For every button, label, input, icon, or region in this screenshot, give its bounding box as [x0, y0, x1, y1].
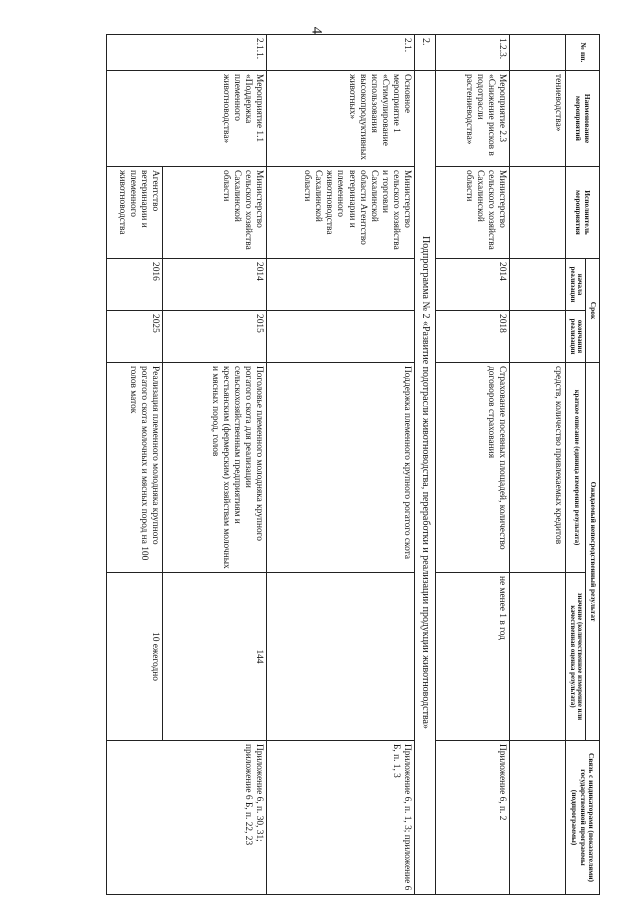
cell-name: Мероприятие 2.3 «Снижение рисков в подотрасли растениеводства» — [435, 71, 509, 167]
cell-name: Основное мероприятие 1 «Стимулирование использования высокопродуктивных животных» — [267, 71, 415, 167]
cell-name: тениеводства» — [509, 71, 565, 167]
header-term-end: окончания реализации — [565, 311, 586, 363]
header-term-start: начала реализации — [565, 259, 586, 311]
cell-desc: Реализация племенного молодняка крупного рогатого скота молочных и мясных пород на 100 голов маток — [107, 363, 163, 573]
cell-end: 2015 — [163, 311, 267, 363]
cell-end: 2018 — [435, 311, 509, 363]
subprogram-title: Подпрограмма № 2 «Развитие подотрасли животноводства, переработки и реализации продукции животноводства» — [415, 71, 436, 895]
table-row — [509, 35, 565, 895]
cell-desc: Страхование посевных площадей, количество договоров страхования — [435, 363, 509, 573]
cell-end — [509, 311, 565, 363]
header-row — [586, 35, 600, 895]
cell-end: 2025 — [107, 311, 163, 363]
cell-start: 2014 — [435, 259, 509, 311]
cell-start — [509, 259, 565, 311]
cell-executor: Министерство сельского хозяйства Сахалинской области — [163, 167, 267, 259]
header-name: Наименование мероприятий — [565, 71, 599, 167]
header-term: Срок — [586, 259, 600, 363]
cell-num — [509, 35, 565, 71]
cell-link: Приложение 6, п. 2 — [435, 741, 509, 895]
table-row — [163, 35, 267, 895]
cell-value: 10 ежегодно — [107, 573, 163, 741]
cell-executor: Министерство сельского хозяйства Сахалинской области — [435, 167, 509, 259]
subprogram-num: 2. — [415, 35, 436, 71]
cell-executor: Министерство сельского хозяйства и торговли Сахалинской области Агентство ветеринарии и племенного животноводства Сахалинской области — [267, 167, 415, 259]
page-number: 4 — [308, 26, 325, 35]
cell-value — [509, 573, 565, 741]
cell-desc: Поддержка племенного крупного рогатого скота — [267, 363, 415, 573]
table-row — [435, 35, 509, 895]
cell-executor: Агентство ветеринарии и племенного животноводства — [107, 167, 163, 259]
header-link: Связь с индикаторами (показателями) государственной программы (подпрограммы) — [565, 741, 599, 895]
cell-desc: средств, количество привлекаемых кредитов — [509, 363, 565, 573]
cell-num: 2.1. — [267, 35, 415, 71]
subprogram-row — [415, 35, 436, 895]
measures-table — [106, 34, 600, 895]
header-expected-desc: краткое описание (единица измерения результата) — [565, 363, 586, 573]
cell-start — [267, 259, 415, 311]
cell-num: 1.2.3. — [435, 35, 509, 71]
header-expected-value: значение (количественное измерение или качественная оценка результата) — [565, 573, 586, 741]
cell-start: 2016 — [107, 259, 163, 311]
cell-executor — [509, 167, 565, 259]
header-expected: Ожидаемый непосредственный результат — [586, 363, 600, 741]
cell-value: 144 — [163, 573, 267, 741]
cell-link — [509, 741, 565, 895]
cell-link: Приложение 6, п. 1, 3; приложение 6 Б, п. 1, 3 — [267, 741, 415, 895]
cell-start: 2014 — [163, 259, 267, 311]
cell-name: Мероприятие 1.1 «Поддержка племенного животноводства» — [107, 71, 267, 167]
cell-value — [267, 573, 415, 741]
header-executor: Исполнитель мероприятия — [565, 167, 599, 259]
cell-desc: Поголовье племенного молодняка крупного рогатого скота для реализации сельскохозяйственным предприятиям и крестьянским (фермерским) хозяйствам молочных и мясных пород, голов — [163, 363, 267, 573]
header-num: № пп. — [565, 35, 599, 71]
rotated-table-page — [40, 34, 600, 894]
cell-num: 2.1.1. — [107, 35, 267, 71]
cell-link: Приложение 6, п. 30, 31; приложение 6 Б, п. 22, 23 — [107, 741, 267, 895]
cell-end — [267, 311, 415, 363]
cell-value: не менее 1 в год — [435, 573, 509, 741]
table-row — [267, 35, 415, 895]
